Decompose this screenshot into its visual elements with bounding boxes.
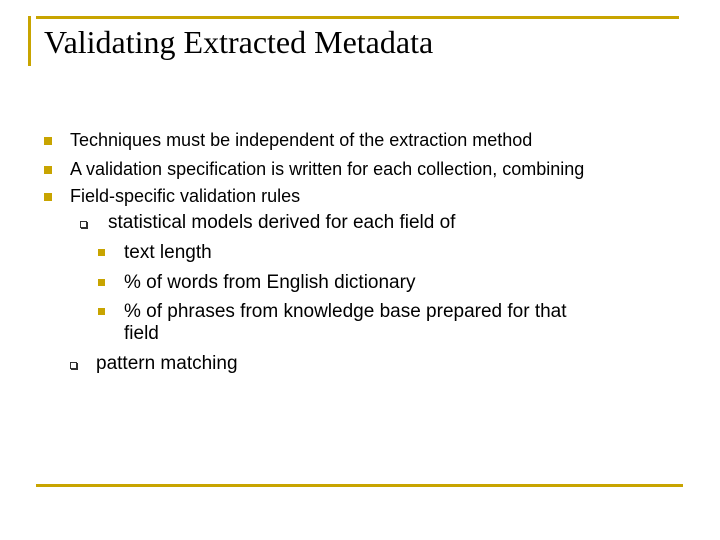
list-item-text: % of words from English dictionary [124, 272, 416, 293]
list-item-text: A validation specification is written for each collection, combining [70, 159, 585, 179]
square-bullet-icon [44, 193, 52, 201]
title-left-rule [28, 16, 31, 66]
title-top-rule [36, 16, 679, 19]
box-bullet-icon [70, 362, 77, 369]
square-bullet-icon [44, 137, 52, 145]
square-bullet-icon [98, 279, 105, 286]
list-item-text: text length [124, 242, 212, 263]
box-bullet-icon [80, 221, 87, 228]
slide-title: Validating Extracted Metadata [44, 24, 434, 60]
square-bullet-icon [98, 308, 105, 315]
list-item-text: Field-specific validation rules [70, 186, 301, 206]
square-bullet-icon [98, 249, 105, 256]
list-item-text: % of phrases from knowledge base prepared for that [124, 301, 567, 322]
footer-rule [36, 484, 683, 487]
list-item-text: Techniques must be independent of the extraction method [70, 130, 533, 150]
square-bullet-icon [44, 166, 52, 174]
list-item-text: pattern matching [96, 353, 238, 374]
list-item-text: field [124, 323, 159, 344]
list-item-text: statistical models derived for each field of [108, 212, 456, 233]
